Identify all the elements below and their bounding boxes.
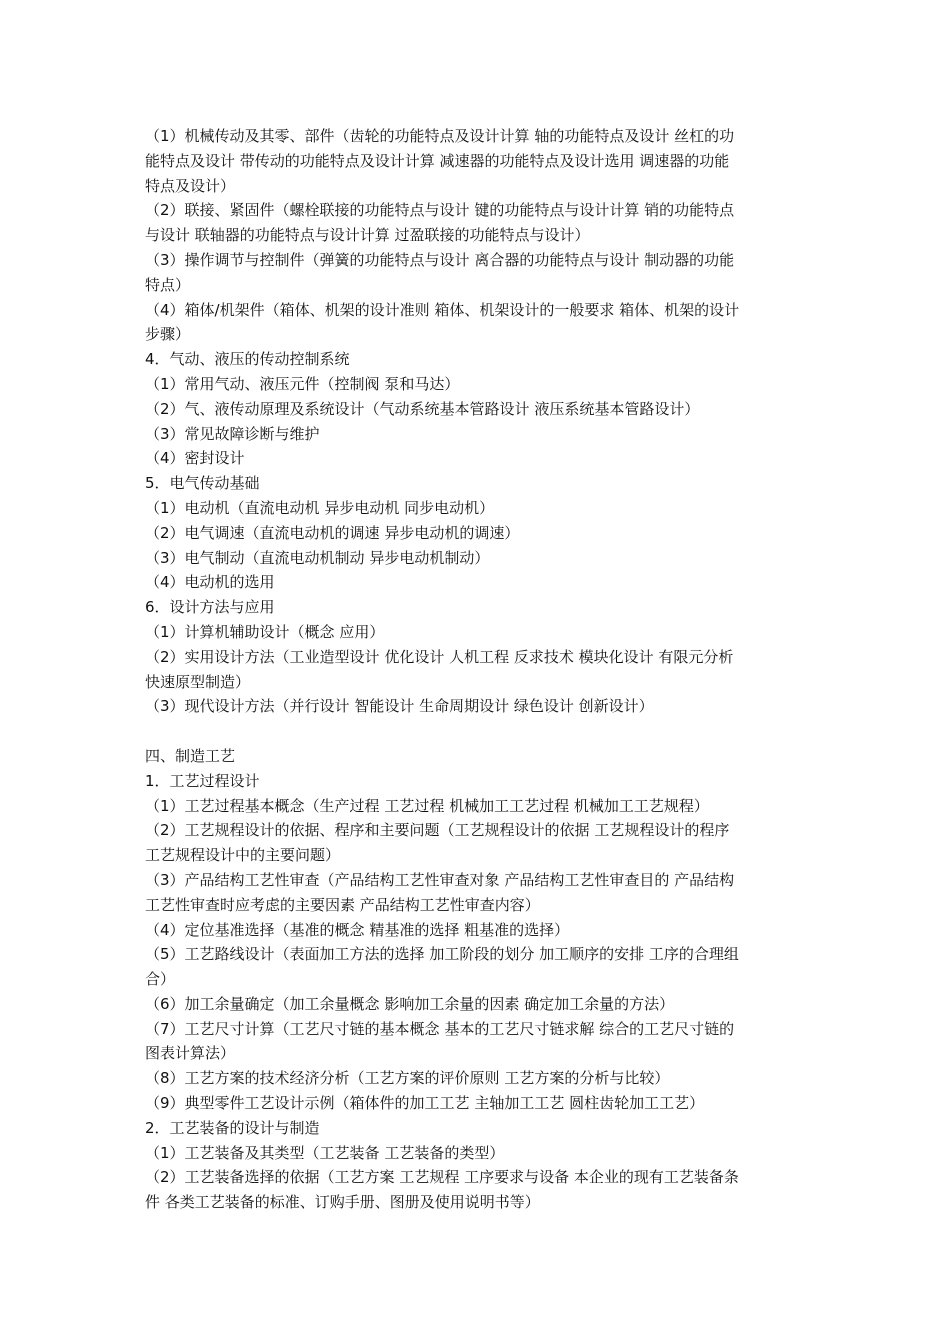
text-line: 快速原型制造） [145, 672, 251, 691]
text-line: （3）现代设计方法（并行设计 智能设计 生命周期设计 绿色设计 创新设计） [145, 697, 654, 716]
text-line: （7）工艺尺寸计算（工艺尺寸链的基本概念 基本的工艺尺寸链求解 综合的工艺尺寸链的 [145, 1019, 735, 1038]
text-line: （4）电动机的选用 [145, 573, 275, 592]
text-line: 件 各类工艺装备的标准、订购手册、图册及使用说明书等） [145, 1193, 540, 1212]
text-line: 步骤） [145, 325, 191, 344]
text-line: 特点及设计） [145, 176, 236, 195]
text-line: （6）加工余量确定（加工余量概念 影响加工余量的因素 确定加工余量的方法） [145, 994, 675, 1013]
text-line: （2）电气调速（直流电动机的调速 异步电动机的调速） [145, 523, 520, 542]
document-page [145, 124, 810, 1215]
blank-line [145, 719, 810, 744]
text-line: （3）产品结构工艺性审查（产品结构工艺性审查对象 产品结构工艺性审查目的 产品结构 [145, 870, 735, 889]
text-line: （2）联接、紧固件（螺栓联接的功能特点与设计 键的功能特点与设计计算 销的功能特点 [145, 201, 735, 220]
text-line: 4．气动、液压的传动控制系统 [145, 350, 350, 369]
text-line: 特点） [145, 275, 191, 294]
text-line: 1．工艺过程设计 [145, 771, 260, 790]
text-line: 6．设计方法与应用 [145, 598, 275, 617]
text-line: （5）工艺路线设计（表面加工方法的选择 加工阶段的划分 加工顺序的安排 工序的合理组 [145, 945, 739, 964]
text-line: （3）操作调节与控制件（弹簧的功能特点与设计 离合器的功能特点与设计 制动器的功能 [145, 250, 735, 269]
text-line: （1）机械传动及其零、部件（齿轮的功能特点及设计计算 轴的功能特点及设计 丝杠的功 [145, 127, 735, 145]
text-line: （1）工艺装备及其类型（工艺装备 工艺装备的类型） [145, 1143, 505, 1162]
text-line: 图表计算法） [145, 1044, 236, 1063]
text-line: （4）箱体/机架件（箱体、机架的设计准则 箱体、机架设计的一般要求 箱体、机架的设计 [145, 300, 740, 319]
text-line: （1）电动机（直流电动机 异步电动机 同步电动机） [145, 498, 495, 517]
text-line: （9）典型零件工艺设计示例（箱体件的加工工艺 主轴加工工艺 圆柱齿轮加工工艺） [145, 1094, 705, 1113]
text-line: 四、制造工艺 [145, 746, 236, 765]
text-line: 工艺性审查时应考虑的主要因素 产品结构工艺性审查内容） [145, 895, 540, 914]
text-line: （1）工艺过程基本概念（生产过程 工艺过程 机械加工工艺过程 机械加工工艺规程） [145, 796, 709, 815]
text-line: （2）工艺装备选择的依据（工艺方案 工艺规程 工序要求与设备 本企业的现有工艺装备条 [145, 1168, 739, 1187]
text-line: 能特点及设计 带传动的功能特点及设计计算 减速器的功能特点及设计选用 调速器的功能 [145, 151, 730, 170]
text-line: （4）定位基准选择（基准的概念 精基准的选择 粗基准的选择） [145, 920, 570, 939]
text-line: 5．电气传动基础 [145, 474, 260, 493]
text-line: （3）电气制动（直流电动机制动 异步电动机制动） [145, 548, 490, 567]
text-line: （1）常用气动、液压元件（控制阀 泵和马达） [145, 374, 460, 393]
text-line: 工艺规程设计中的主要问题） [145, 846, 341, 865]
text-line: 合） [145, 970, 176, 989]
text-line: （2）气、液传动原理及系统设计（气动系统基本管路设计 液压系统基本管路设计） [145, 399, 700, 418]
text-line: （1）计算机辅助设计（概念 应用） [145, 622, 385, 641]
text-line: （2）实用设计方法（工业造型设计 优化设计 人机工程 反求技术 模块化设计 有限元分析 [145, 647, 734, 666]
text-line: （2）工艺规程设计的依据、程序和主要问题（工艺规程设计的依据 工艺规程设计的程序 [145, 821, 730, 840]
text-line: 2．工艺装备的设计与制造 [145, 1118, 320, 1137]
text-line: （3）常见故障诊断与维护 [145, 424, 320, 443]
text-line: （4）密封设计 [145, 449, 245, 468]
text-line: （8）工艺方案的技术经济分析（工艺方案的评价原则 工艺方案的分析与比较） [145, 1069, 670, 1088]
text-line: 与设计 联轴器的功能特点与设计计算 过盈联接的功能特点与设计） [145, 226, 590, 245]
